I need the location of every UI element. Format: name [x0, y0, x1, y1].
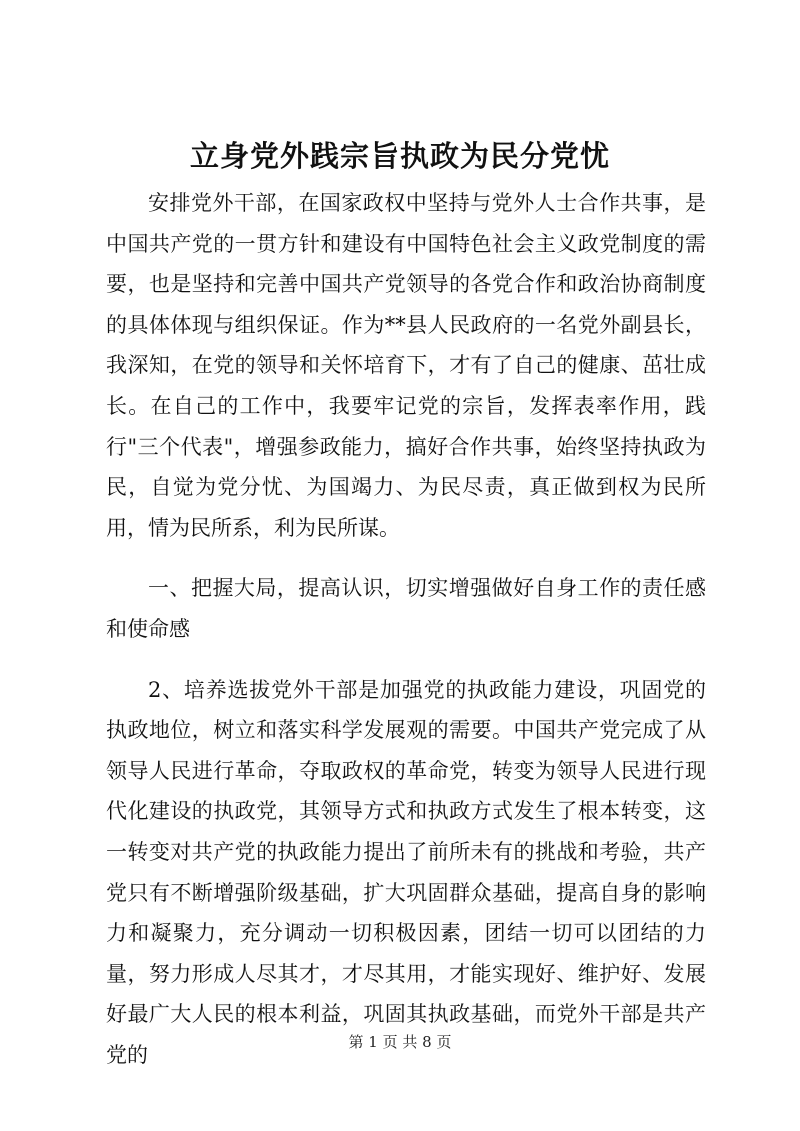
paragraph-point-2: 2、培养选拔党外干部是加强党的执政能力建设，巩固党的执政地位，树立和落实科学发展观的需要。中国共产党完成了从领导人民进行革命，夺取政权的革命党，转变为领导人民进行现代化建设的执政党，其领导方式和执政方式发生了根本转变，这一转变对共产党的执政能力提出了前所未有的挑战和考验，共产党只有不断增强阶级基础，扩大巩固群众基础，提高自身的影响力和凝聚力，充分调动一切积极因素，团结一切可以团结的力量，努力形成人尽其才，才尽其用，才能实现好、维护好、发展好最广大人民的根本利益，巩固其执政基础，而党外干部是共产党的 — [106, 677, 706, 1067]
document-title: 立身党外践宗旨执政为民分党忧 — [189, 139, 610, 173]
document-body — [106, 183, 706, 1095]
paragraph-section-heading: 一、把握大局，提高认识，切实增强做好自身工作的责任感和使命感 — [106, 576, 706, 641]
paragraph-intro: 安排党外干部，在国家政权中坚持与党外人士合作共事，是中国共产党的一贯方针和建设有中国特色社会主义政党制度的需要，也是坚持和完善中国共产党领导的各党合作和政治协商制度的具体体现与组织保证。作为**县人民政府的一名党外副县长，我深知，在党的领导和关怀培育下，才有了自己的健康、茁壮成长。在自己的工作中，我要牢记党的宗旨，发挥表率作用，践行"三个代表"，增强参政能力，搞好合作共事，始终坚持执政为民，自觉为党分忧、为国竭力、为民尽责，真正做到权为民所用，情为民所系，利为民所谋。 — [106, 191, 706, 540]
page-footer: 第 1 页 共 8 页 — [348, 1033, 452, 1051]
